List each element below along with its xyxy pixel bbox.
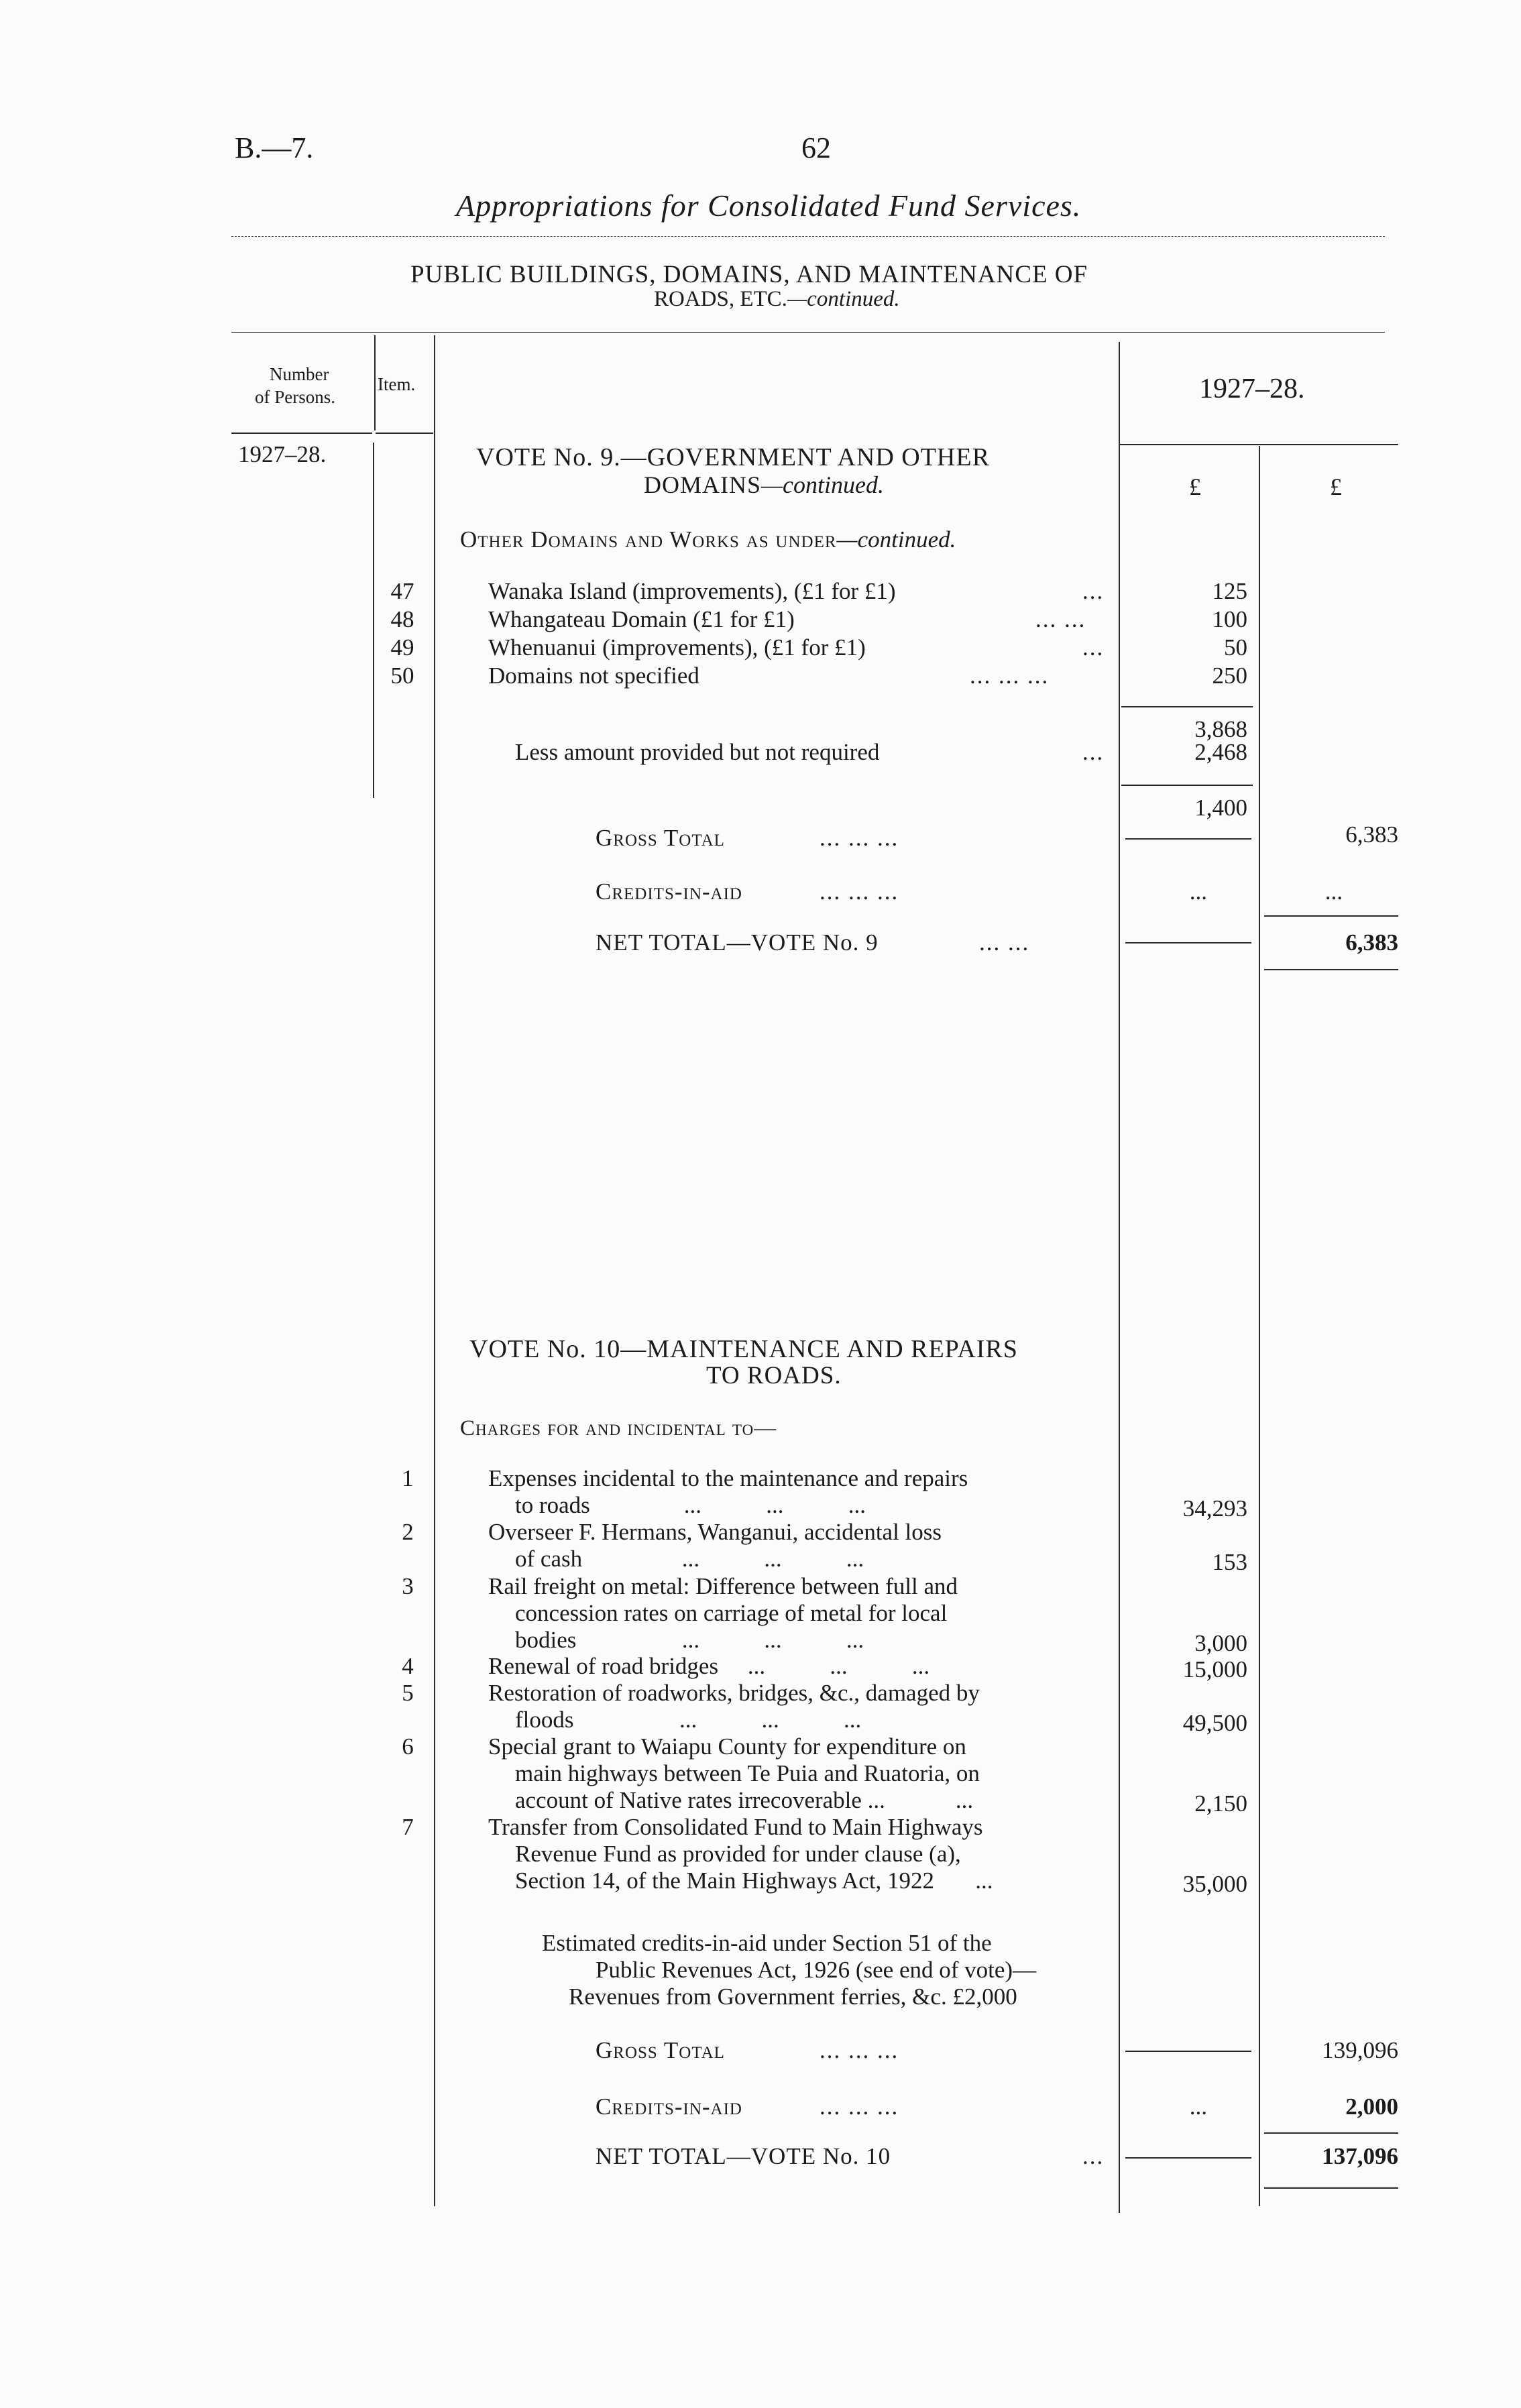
vote10-item-amount: 153 bbox=[1212, 1549, 1247, 1575]
vote9-item-amount: 50 bbox=[1224, 634, 1247, 661]
vote9-item-number: 48 bbox=[390, 606, 414, 632]
vote9-less-label: Less amount provided but not required bbox=[515, 739, 880, 765]
vote10-estimate-line3: Revenues from Government ferries, &c. £2,000 bbox=[569, 1984, 1017, 2010]
vote10-item-description-line: Section 14, of the Main Highways Act, 1922 ... bbox=[515, 1868, 993, 1894]
vote9-subheading bbox=[460, 526, 956, 553]
vote9-credits-rule bbox=[1264, 915, 1398, 917]
vote9-title-continued: —continued. bbox=[761, 471, 884, 498]
vote10-net-dots: ... bbox=[1082, 2143, 1105, 2169]
vote10-credits-dots: ... ... ... bbox=[820, 2094, 899, 2120]
pound-symbol-col2: £ bbox=[1330, 473, 1342, 500]
vote10-title-line2: TO ROADS. bbox=[706, 1362, 842, 1389]
vote9-net-dots: ... ... bbox=[979, 929, 1030, 956]
vote10-item-description-line: of cash ... ... ... bbox=[515, 1546, 864, 1572]
vote10-item-amount: 3,000 bbox=[1194, 1630, 1247, 1656]
vote9-title-line1: VOTE No. 9.—GOVERNMENT AND OTHER bbox=[476, 443, 990, 471]
vote10-item-description-line: Special grant to Waiapu County for expenditure on bbox=[488, 1733, 966, 1760]
column-divider-persons bbox=[374, 335, 376, 431]
persons-year-label: 1927–28. bbox=[238, 441, 327, 467]
vote10-net-label: NET TOTAL—VOTE No. 10 bbox=[596, 2143, 891, 2169]
vote10-item-description-line: Rail freight on metal: Difference between full and bbox=[488, 1573, 958, 1599]
vote10-item-description-line: Transfer from Consolidated Fund to Main Highways bbox=[488, 1814, 983, 1840]
vote9-credits-label: Credits-in-aid bbox=[596, 878, 742, 905]
vote9-gross-dots: ... ... ... bbox=[820, 825, 899, 851]
vote9-less-dots: ... bbox=[1082, 739, 1105, 765]
vote9-item-number: 49 bbox=[390, 634, 414, 661]
vote9-credits-col1: ... bbox=[1189, 878, 1207, 905]
vote9-credits-col2: ... bbox=[1325, 878, 1343, 905]
vote10-item-number: 4 bbox=[402, 1653, 414, 1679]
vote9-net-label: NET TOTAL—VOTE No. 9 bbox=[596, 929, 879, 956]
vote10-item-description-line: Revenue Fund as provided for under clause (a), bbox=[515, 1841, 961, 1867]
pound-symbol-col1: £ bbox=[1189, 473, 1201, 500]
vote10-item-amount: 35,000 bbox=[1182, 1871, 1247, 1897]
vote9-gross-label: Gross Total bbox=[596, 825, 725, 851]
vote10-item-description-line: main highways between Te Puia and Ruatoria, on bbox=[515, 1760, 980, 1786]
vote10-item-amount: 49,500 bbox=[1182, 1710, 1247, 1736]
vote9-gross-total: 6,383 bbox=[1345, 821, 1398, 848]
vote9-item-dots: ... ... ... bbox=[970, 663, 1050, 689]
vote9-item-number: 50 bbox=[390, 663, 414, 689]
vote9-credits-dots: ... ... ... bbox=[820, 878, 899, 905]
vote9-item-number: 47 bbox=[390, 578, 414, 604]
vote9-net-total-underline bbox=[1264, 969, 1398, 970]
vote9-item-amount: 125 bbox=[1212, 578, 1247, 604]
section-continued: —continued. bbox=[787, 287, 900, 311]
vote9-subtotal: 3,868 bbox=[1194, 716, 1247, 742]
vote9-subheading-text: Other Domains and Works as under bbox=[460, 526, 837, 553]
vote9-item-amount: 100 bbox=[1212, 606, 1247, 632]
vote10-credits-label: Credits-in-aid bbox=[596, 2094, 742, 2120]
vote9-subtotal-rule bbox=[1121, 706, 1253, 707]
vote10-item-description-line: Expenses incidental to the maintenance and repairs bbox=[488, 1465, 968, 1491]
vote10-item-description-line: concession rates on carriage of metal for local bbox=[515, 1600, 948, 1626]
vote9-item-dots: ... bbox=[1082, 578, 1105, 604]
vote9-less-amount: 2,468 bbox=[1194, 739, 1247, 765]
vote10-item-description-line: Renewal of road bridges ... ... ... bbox=[488, 1653, 930, 1679]
vote10-item-amount: 2,150 bbox=[1194, 1790, 1247, 1817]
vote10-gross-dots: ... ... ... bbox=[820, 2037, 899, 2063]
section-heading-roads: ROADS, ETC. bbox=[654, 287, 787, 311]
vote9-item-description: Domains not specified bbox=[488, 663, 699, 689]
column-divider-item bbox=[434, 335, 435, 2206]
vote10-item-description-line: to roads ... ... ... bbox=[515, 1492, 866, 1518]
document-reference: B.—7. bbox=[235, 131, 314, 164]
header-rule bbox=[231, 236, 1385, 237]
vote10-estimate-line1: Estimated credits-in-aid under Section 51 of the bbox=[542, 1930, 992, 1956]
vote10-item-amount: 34,293 bbox=[1182, 1495, 1247, 1522]
vote10-item-description-line: floods ... ... ... bbox=[515, 1707, 862, 1733]
vote9-item-amount: 250 bbox=[1212, 663, 1247, 689]
vote10-item-number: 1 bbox=[402, 1465, 414, 1491]
vote9-item-description: Wanaka Island (improvements), (£1 for £1) bbox=[488, 578, 896, 604]
vote10-item-number: 6 bbox=[402, 1733, 414, 1760]
vote9-item-description: Whenuanui (improvements), (£1 for £1) bbox=[488, 634, 866, 661]
vote10-item-number: 3 bbox=[402, 1573, 414, 1599]
vote9-net-total-rule bbox=[1125, 942, 1251, 943]
page-title: Appropriations for Consolidated Fund Services. bbox=[456, 188, 1082, 223]
section-heading-line2 bbox=[654, 287, 900, 312]
vote9-title-domains: DOMAINS bbox=[644, 471, 762, 498]
vote9-item-description: Whangateau Domain (£1 for £1) bbox=[488, 606, 795, 632]
column-divider-item-left bbox=[373, 443, 374, 798]
vote10-credits-col1: ... bbox=[1189, 2094, 1207, 2120]
column-header-rule-item bbox=[376, 433, 433, 434]
section-heading-line1: PUBLIC BUILDINGS, DOMAINS, AND MAINTENANCE OF bbox=[410, 261, 1088, 288]
vote9-net-rule bbox=[1121, 785, 1253, 786]
vote9-item-dots: ... bbox=[1082, 634, 1105, 661]
vote9-net-total: 6,383 bbox=[1345, 929, 1398, 956]
vote10-item-description-line: bodies ... ... ... bbox=[515, 1627, 864, 1653]
vote10-gross-label: Gross Total bbox=[596, 2037, 725, 2063]
vote9-title-line2 bbox=[644, 471, 884, 499]
column-header-rule-persons bbox=[231, 433, 372, 434]
page-number: 62 bbox=[801, 131, 831, 164]
vote10-gross-total: 139,096 bbox=[1322, 2037, 1398, 2063]
column-header-item: Item. bbox=[378, 374, 416, 394]
column-header-rule-years bbox=[1120, 444, 1398, 445]
vote10-net-total-underline bbox=[1264, 2187, 1398, 2189]
vote10-gross-rule bbox=[1125, 2051, 1251, 2052]
column-divider-totals bbox=[1259, 446, 1260, 2206]
vote10-item-description-line: account of Native rates irrecoverable ... ... bbox=[515, 1787, 974, 1813]
vote10-item-description-line: Overseer F. Hermans, Wanganui, accidental loss bbox=[488, 1519, 942, 1545]
column-header-persons-2: of Persons. bbox=[255, 387, 335, 407]
vote10-item-number: 7 bbox=[402, 1814, 414, 1840]
vote10-net-total-rule bbox=[1125, 2157, 1251, 2159]
column-header-year: 1927–28. bbox=[1199, 374, 1305, 404]
column-header-persons-1: Number bbox=[270, 364, 329, 384]
vote10-item-number: 5 bbox=[402, 1680, 414, 1706]
vote10-subheading: Charges for and incidental to— bbox=[460, 1416, 777, 1440]
vote10-net-total: 137,096 bbox=[1322, 2143, 1398, 2169]
vote9-net-amount: 1,400 bbox=[1194, 795, 1247, 821]
vote10-credits-total: 2,000 bbox=[1345, 2094, 1398, 2120]
vote10-item-number: 2 bbox=[402, 1519, 414, 1545]
section-rule bbox=[231, 332, 1385, 333]
vote10-item-description-line: Restoration of roadworks, bridges, &c., damaged by bbox=[488, 1680, 980, 1706]
vote9-gross-rule bbox=[1125, 838, 1251, 840]
vote10-item-amount: 15,000 bbox=[1182, 1656, 1247, 1682]
vote10-estimate-line2: Public Revenues Act, 1926 (see end of vote)— bbox=[596, 1957, 1037, 1983]
vote9-subheading-continued: —continued. bbox=[836, 526, 956, 553]
vote10-title-line1: VOTE No. 10—MAINTENANCE AND REPAIRS bbox=[469, 1335, 1018, 1363]
vote9-item-dots: ... ... bbox=[1035, 606, 1086, 632]
column-divider-amounts bbox=[1119, 342, 1120, 2213]
vote10-credits-rule bbox=[1264, 2132, 1398, 2134]
